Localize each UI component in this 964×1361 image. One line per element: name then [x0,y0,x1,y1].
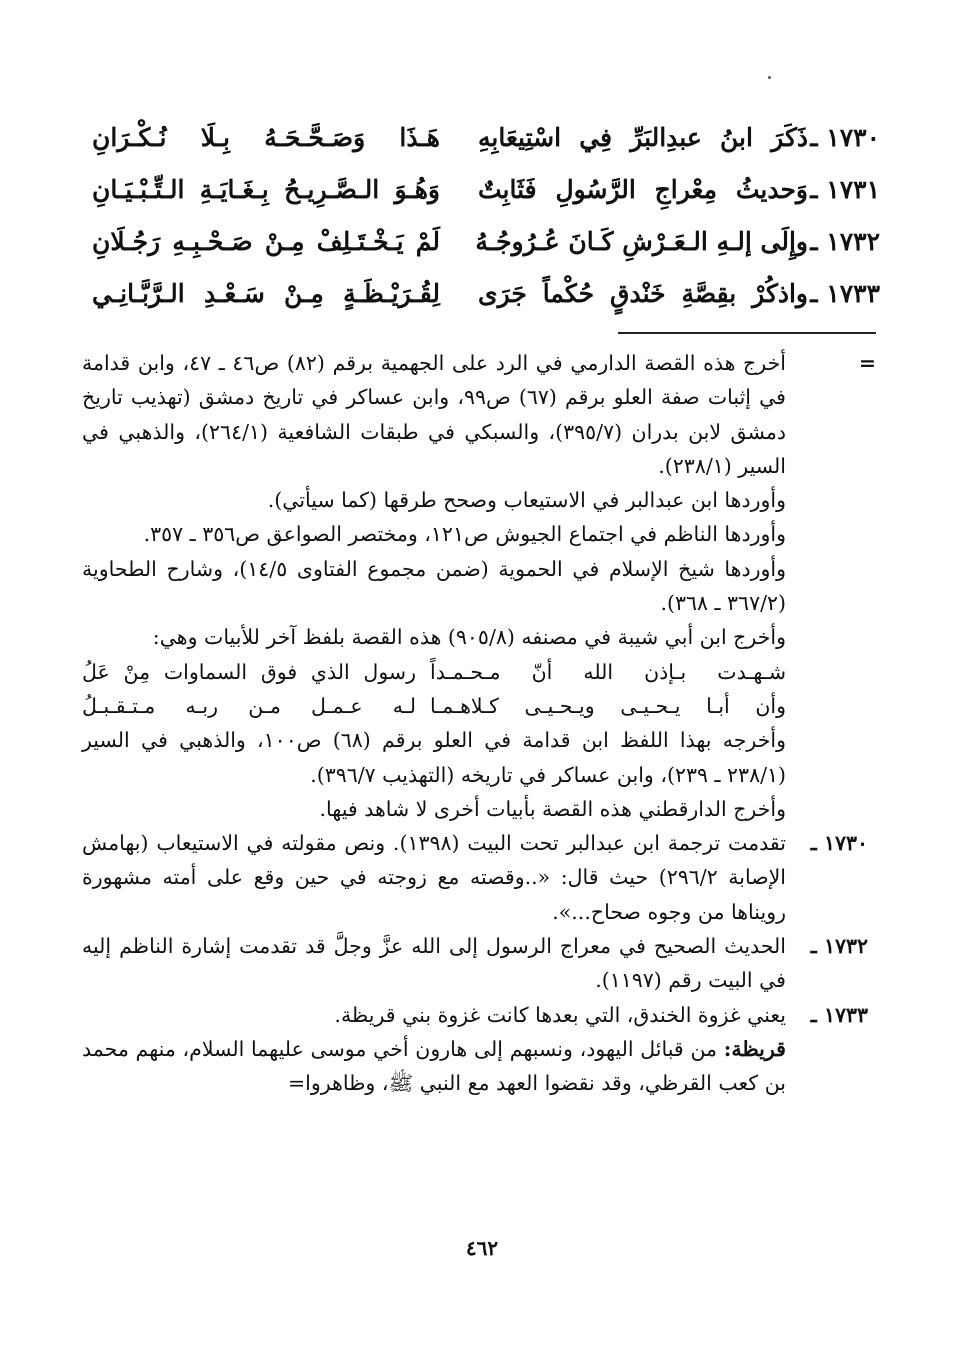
footnote-text: وأخرجه بهذا اللفظ ابن قدامة في العلو برقم (٦٨) ص١٠٠، والذهبي في السير (٢٣٨/١ ـ ٢٣٩)، وابن عساكر في تاريخه (التهذيب ٣٩٦/٧). [82,728,786,787]
footnote-number: ١٧٣٢ ـ [810,934,868,959]
verse-number: ١٧٣١ ـ [810,175,880,204]
footnote-text: الحديث الصحيح في معراج الرسول إلى الله عزَّ وجلَّ قد تقدمت إشارة الناظم إليه في البيت رقم (١١٩٧). [82,934,786,993]
verses-block [80,112,880,320]
footnote-text: وأوردها ابن عبدالبر في الاستيعاب وصحح طرقها (كما سيأتي). [267,488,786,513]
page-number: ٤٦٢ [465,1236,499,1260]
verse-first-hemistich: وإِلَى إلـهِ الـعَـرْشِ كَـانَ عُـرُوجُـهُ [475,227,808,256]
footnote-number: ١٧٣٠ ـ [810,831,868,856]
footnote-1733 [82,998,876,1032]
footnote-paragraph [82,483,876,517]
qurayza-keyword: قريظة: [723,1036,786,1061]
verse-second-hemistich: لِقُـرَيْـظَـةٍ مِـنْ سَـعْـدِ الـرَّبَّـانِـي [92,279,440,308]
poem-first-hemistich: شـهـدت بـإذن الله أنّ مـحـمـداً [430,659,786,684]
footnote-text: وأوردها الناظم في اجتماع الجيوش ص١٢١، ومختصر الصواعق ص٣٥٦ ـ ٣٥٧. [143,522,786,547]
footnote-separator [618,332,876,334]
footnote-paragraph [82,792,876,826]
verse-1730 [80,112,880,164]
verse-first-hemistich: ذَكَرَ ابنُ عبدِالبَرِّ فِي اسْتِيعَابِهِ [478,123,808,152]
verse-number: ١٧٣٠ ـ [810,123,880,152]
poem-first-hemistich: وأن أبـا يـحـيـى ويـحـيـى كـلاهـمـا [430,693,786,718]
footnote-text: وأوردها شيخ الإسلام في الحموية (ضمن مجموع الفتاوى ١٤/٥)، وشارح الطحاوية (٣٦٧/٢ ـ ٣٦٨). [82,556,787,616]
verse-second-hemistich: وَهُـوَ الـصَّـرِيـحُ بِـغَـايَـةِ الـتِّـبْـيَـانِ [92,175,440,204]
footnote-continuation [82,346,876,483]
page-speck [768,76,771,79]
verse-second-hemistich: هَـذَا وَصَـحَّـحَـهُ بِـلَا نُـكْـرَانِ [92,123,440,152]
footnote-text: من قبائل اليهود، ونسبهم إلى هارون أخي موسى عليهما السلام، منهم محمد بن كعب القرظي، وقد نقضوا العهد مع النبي ﷺ، وظاهروا= [82,1036,786,1096]
verse-1733 [80,268,880,320]
verse-first-hemistich: واذكُرْ بقِصَّةِ خَنْدقٍ حُكْماً جَرَى [478,279,808,308]
verse-number: ١٧٣٢ ـ [810,227,880,256]
poem-second-hemistich: لـه عـمـل مـن ربـه مـتـقـبـلُ [82,693,416,718]
verse-second-hemistich: لَمْ يَـخْـتَـلِفْ مِـنْ صَـحْـبِـهِ رَجُـلَانِ [92,227,440,256]
footnote-number: ١٧٣٣ ـ [810,1002,868,1027]
footnote-paragraph [82,552,876,621]
footnote-paragraph [82,723,876,792]
footnote-text: وأخرج الدارقطني هذه القصة بأبيات أخرى لا شاهد فيها. [319,796,786,821]
poem-second-hemistich: رسول الذي فوق السماوات مِنْ عَلُ [82,659,416,684]
footnote-1730 [82,826,876,929]
verse-1732 [80,216,880,268]
footnote-1732 [82,929,876,998]
footnote-text: تقدمت ترجمة ابن عبدالبر تحت البيت (١٣٩٨). ونص مقولته في الاستيعاب (بهامش الإصابة ٢٩٦/٢) حيث قال: «..وقصته مع زوجته في حين وقع على أمته مشهورة رويناها من وجوه صحاح...». [82,831,786,924]
footnotes-block [82,346,876,1101]
continuation-marker: = [858,351,876,375]
footnote-text: أخرج هذه القصة الدارمي في الرد على الجهمية برقم (٨٢) ص٤٦ ـ ٤٧، وابن قدامة في إثبات صفة العلو برقم (٦٧) ص٩٩، وابن عساكر في تاريخ دمشق (تهذيب تاريخ دمشق لابن بدران (٣٩٥/٧)، والسبكي في طبقات الشافعية (٢٦٤/١)، والذهبي في السير (٢٣٨/١). [82,351,786,478]
footnote-text: وأخرج ابن أبي شيبة في مصنفه (٩٠٥/٨) هذه القصة بلفظ آخر للأبيات وهي: [152,625,786,650]
poem-verse [82,689,876,723]
verse-number: ١٧٣٣ ـ [810,279,880,308]
verse-first-hemistich: وَحديثُ مِعْراجِ الرَّسُولِ فَثَابِتٌ [478,175,808,204]
footnote-text: يعني غزوة الخندق، التي بعدها كانت غزوة بني قريظة. [334,1002,786,1027]
footnote-qurayza [82,1032,876,1101]
footnote-paragraph [82,517,876,551]
poem-verse [82,655,876,689]
verse-1731 [80,164,880,216]
footnote-paragraph [82,620,876,654]
